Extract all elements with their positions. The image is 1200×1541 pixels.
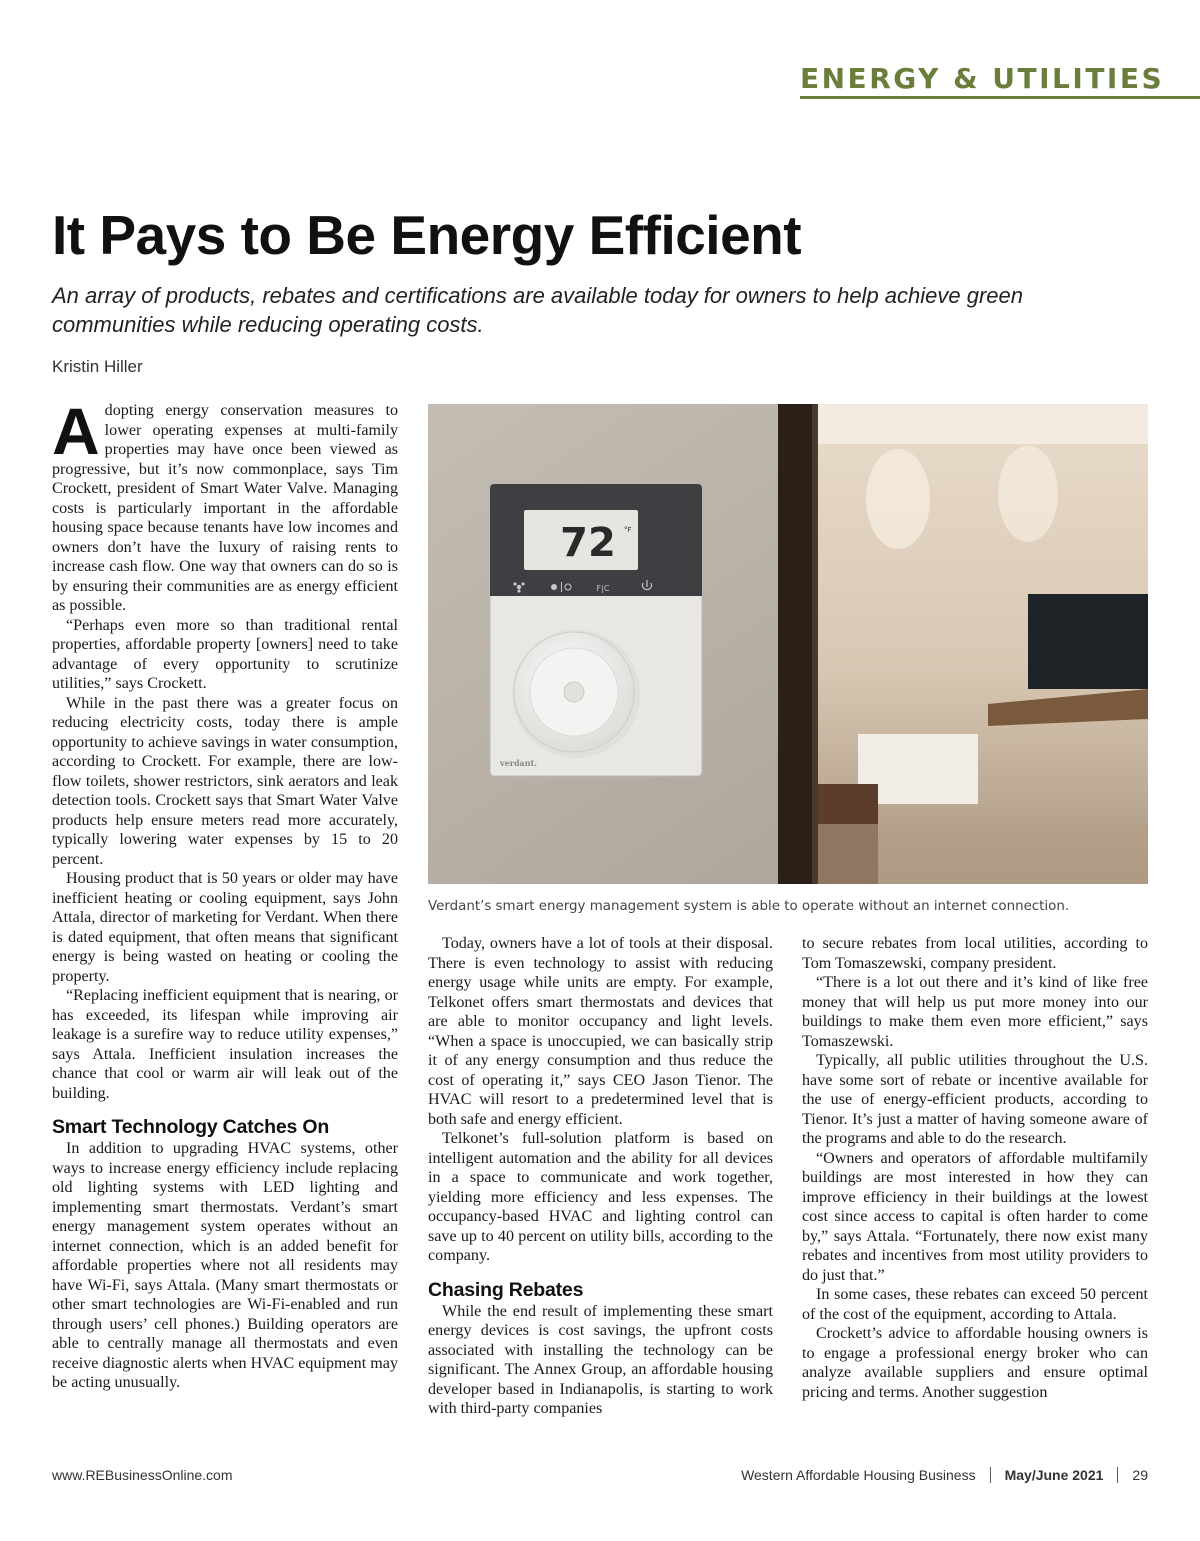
brand-logo: verdant. xyxy=(500,758,538,768)
paragraph-10: “There is a lot out there and it’s kind of like free money that will help us put more money into our buildings to make them even more efficient,” says Tomaszewski. xyxy=(802,974,1148,1050)
article-photo xyxy=(428,404,1148,884)
drop-cap: A xyxy=(52,394,100,468)
column-3 xyxy=(802,934,1148,1402)
paragraph-3: While in the past there was a greater focus on reducing electricity costs, today there is ample opportunity to achieve savings in water consumption, according to Crockett. For example, there are low-flow toilets, shower restrictors, sink aerators and leak detection tools. Crockett says that Smart Water Valve products help ensure meters read more accurately, typically lowering water expenses by 15 to 20 percent. xyxy=(52,694,398,868)
column-2 xyxy=(428,934,773,1419)
thermostat-room-illustration xyxy=(428,404,1148,884)
column-1 xyxy=(52,394,398,1393)
paragraph-1-text: dopting energy conservation measures to lower operating expenses at multi-family properties may have once been viewed as progressive, but it’s now commonplace, says Tim Crockett, president of Smart Water Valve. Managing costs is particularly important in the affordable housing space because tenants have low incomes and owners don’t have the luxury of raising rents to increase cash flow. One way that owners can do so is by ensuring their communities are as energy efficient as possible. xyxy=(52,402,398,614)
footer-publication: Western Affordable Housing Business xyxy=(741,1467,976,1483)
thermostat-temperature: 72 xyxy=(560,520,616,566)
footer-issue: May/June 2021 xyxy=(1004,1467,1104,1483)
article-deck: An array of products, rebates and certifications are available today for owners to help achieve green communities while reducing operating costs. xyxy=(52,283,1023,337)
page-number: 29 xyxy=(1132,1467,1148,1483)
photo-caption: Verdant’s smart energy management system is able to operate without an internet connection. xyxy=(428,899,1070,914)
paragraph-13: In some cases, these rebates can exceed 50 percent of the cost of the equipment, according to Attala. xyxy=(802,1286,1148,1323)
thermostat-unit: °F xyxy=(624,526,632,534)
paragraph-12: “Owners and operators of affordable multifamily buildings are most interested in how they can improve efficiency in their buildings at the lowest cost since access to capital is often harder to come by,” says Attala. “Fortunately, there now exist many rebates and incentives from most utility providers to do just that.” xyxy=(802,1149,1148,1284)
footer-publication-info xyxy=(741,1467,1148,1483)
article-title: It Pays to Be Energy Efficient xyxy=(52,204,802,266)
paragraph-14: Crockett’s advice to affordable housing owners is to engage a professional energy broker who can analyze available suppliers and ensure optimal pricing and terms. Another suggestion xyxy=(802,1325,1148,1401)
paragraph-8: Telkonet’s full-solution platform is based on intelligent automation and the ability for all devices in a space to communicate and work together, yielding more efficiency and less expenses. The occupancy-based HVAC and lighting control can save up to 40 percent on utility bills, according to the company. xyxy=(428,1130,773,1264)
paragraph-1 xyxy=(52,394,398,616)
subhead-smart-technology: Smart Technology Catches On xyxy=(52,1116,330,1138)
subhead-chasing-rebates: Chasing Rebates xyxy=(428,1278,584,1301)
paragraph-6: In addition to upgrading HVAC systems, other ways to increase energy efficiency include replacing old lighting systems with LED lighting and implementing smart thermostats. Verdant’s smart energy management system operates without an internet connection, which is an added benefit for affordable properties where not all residents may have Wi-Fi, says Attala. (Many smart thermostats or other smart technologies are Wi-Fi-enabled and run through users’ cell phones.) Building operators are able to centrally manage all thermostats and even receive diagnostic alerts when HVAC equipment may be acting unusually. xyxy=(52,1140,398,1391)
paragraph-9: While the end result of implementing these smart energy devices is cost savings, the upfront costs associated with installing the technology can be significant. The Annex Group, an affordable housing developer based in Indianapolis, is starting to work with third-party companies xyxy=(428,1302,773,1417)
footer-website[interactable]: www.REBusinessOnline.com xyxy=(52,1467,233,1483)
paragraph-7: Today, owners have a lot of tools at their disposal. There is even technology to assist with reducing energy usage while units are empty. For example, Telkonet offers smart thermostats and devices that are able to monitor occupancy and light levels. “When a space is unoccupied, we can basically strip it of any energy consumption and thus reduce the cost of operating it,” says CEO Jason Tienor. The HVAC will resort to a predetermined level that is both safe and energy efficient. xyxy=(428,935,773,1128)
dial-button-icon xyxy=(564,682,584,702)
section-label: ENERGY & UTILITIES xyxy=(800,62,1165,95)
footer-divider xyxy=(990,1467,991,1483)
author-byline: Kristin Hiller xyxy=(52,357,143,376)
footer-divider xyxy=(1117,1467,1118,1483)
paragraph-5: “Replacing inefficient equipment that is nearing, or has exceeded, its lifespan while improving air leakage is a surefire way to reduce utility expenses,” says Attala. Inefficient insulation increases the chance that cool or warm air will leak out of the building. xyxy=(52,987,398,1102)
paragraph-4: Housing product that is 50 years or older may have inefficient heating or cooling equipment, says John Attala, director of marketing for Verdant. When there is dated equipment, that often means that significant energy is being wasted on heating or cooling the property. xyxy=(52,870,398,985)
section-rule xyxy=(800,96,1200,99)
paragraph-2: “Perhaps even more so than traditional rental properties, affordable property [owners] need to take advantage of every opportunity to scrutinize utilities,” says Crockett. xyxy=(52,616,398,692)
paragraph-9-continued: to secure rebates from local utilities, according to Tom Tomaszewski, company president. xyxy=(802,935,1148,972)
unit-toggle-label: F|C xyxy=(596,584,610,593)
paragraph-11: Typically, all public utilities throughout the U.S. have some sort of rebate or incentive available for the use of energy-efficient products, according to Tienor. It’s just a matter of having someone aware of the programs and able to do the research. xyxy=(802,1052,1148,1147)
